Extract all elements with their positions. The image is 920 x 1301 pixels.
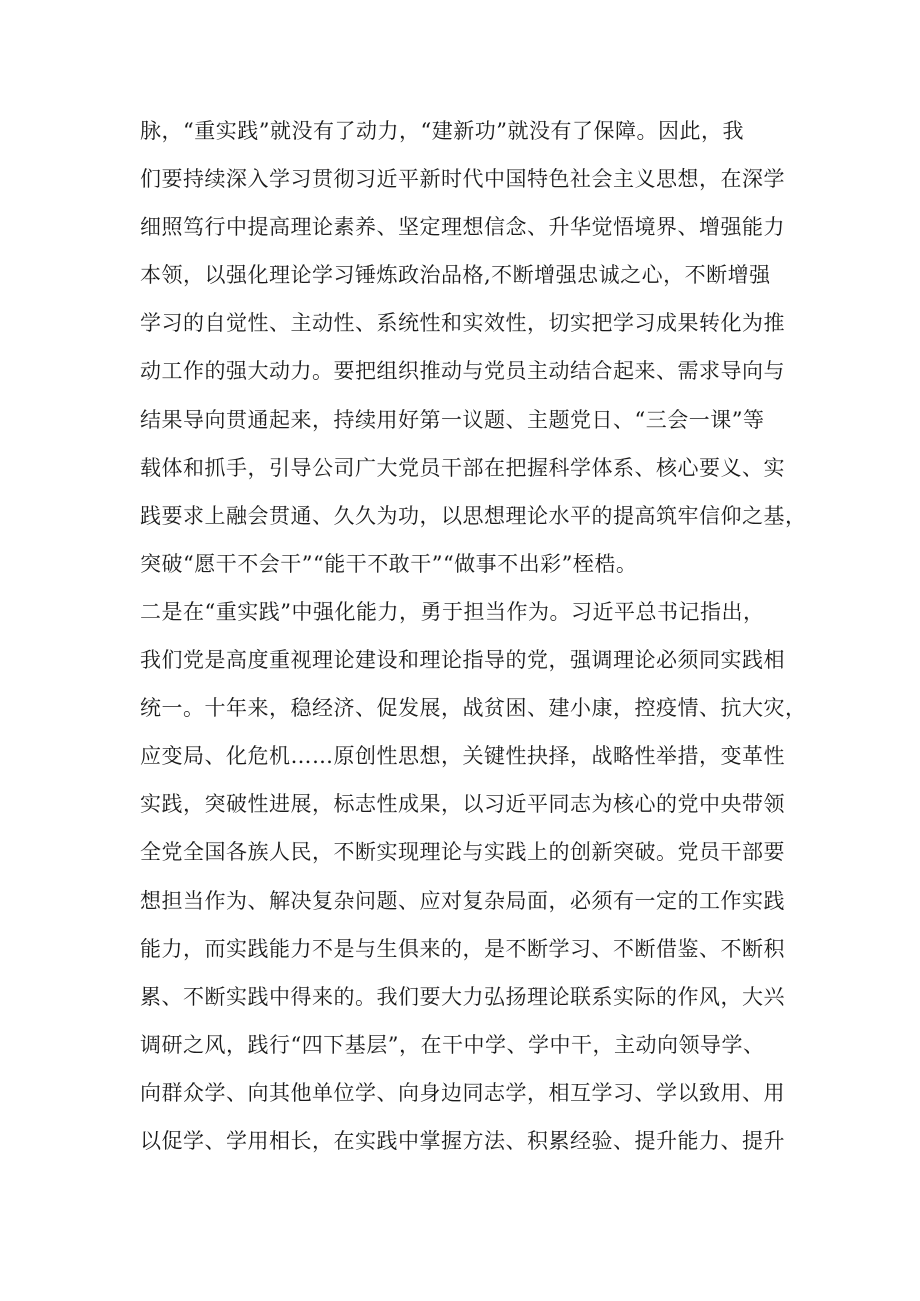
text-line-18: 能力，而实践能力不是与生俱来的，是不断学习、不断借鉴、不断积: [140, 936, 785, 961]
text-line-3: 细照笃行中提高理论素养、坚定理想信念、升华觉悟境界、增强能力: [140, 215, 785, 240]
text-line-15: 实践，突破性进展，标志性成果，以习近平同志为核心的党中央带领: [140, 792, 785, 817]
text-line-7: 结果导向贯通起来，持续用好第一议题、主题党日、“三会一课”等: [140, 407, 765, 432]
text-line-9: 践要求上融会贯通、久久为功，以思想理论水平的提高筑牢信仰之基，: [140, 503, 807, 528]
document-body: [140, 107, 820, 1165]
text-line-21: 向群众学、向其他单位学、向身边同志学，相互学习、学以致用、用: [140, 1080, 785, 1105]
text-line-12: 我们党是高度重视理论建设和理论指导的党，强调理论必须同实践相: [140, 648, 785, 673]
text-line-1: 脉，“重实践”就没有了动力，“建新功”就没有了保障。因此，我: [140, 119, 744, 143]
text-line-17: 想担当作为、解决复杂问题、应对复杂局面，必须有一定的工作实践: [140, 888, 785, 913]
text-line-5: 学习的自觉性、主动性、系统性和实效性，切实把学习成果转化为推: [140, 311, 785, 336]
text-line-16: 全党全国各族人民，不断实现理论与实践上的创新突破。党员干部要: [140, 840, 785, 865]
text-line-2: 们要持续深入学习贯彻习近平新时代中国特色社会主义思想，在深学: [140, 167, 785, 192]
text-line-8: 载体和抓手，引导公司广大党员干部在把握科学体系、核心要义、实: [140, 455, 785, 480]
text-line-10: 突破“愿干不会干”“能干不敢干”“做事不出彩”桎梏。: [140, 551, 638, 576]
text-line-4: 本领，以强化理论学习锤炼政治品格,不断增强忠诚之心，不断增强: [140, 263, 771, 288]
text-line-11: 二是在“重实践”中强化能力，勇于担当作为。习近平总书记指出，: [140, 599, 765, 624]
text-line-6: 动工作的强大动力。要把组织推动与党员主动结合起来、需求导向与: [140, 359, 785, 384]
text-line-14: 应变局、化危机……原创性思想，关键性抉择，战略性举措，变革性: [140, 744, 785, 769]
text-line-20: 调研之风，践行“四下基层”，在干中学、学中干，主动向领导学、: [140, 1032, 765, 1057]
text-line-13: 统一。十年来，稳经济、促发展，战贫困、建小康，控疫情、抗大灾，: [140, 696, 807, 721]
text-line-19: 累、不断实践中得来的。我们要大力弘扬理论联系实际的作风，大兴: [140, 984, 785, 1009]
text-line-22: 以促学、学用相长，在实践中掌握方法、积累经验、提升能力、提升: [140, 1128, 785, 1153]
